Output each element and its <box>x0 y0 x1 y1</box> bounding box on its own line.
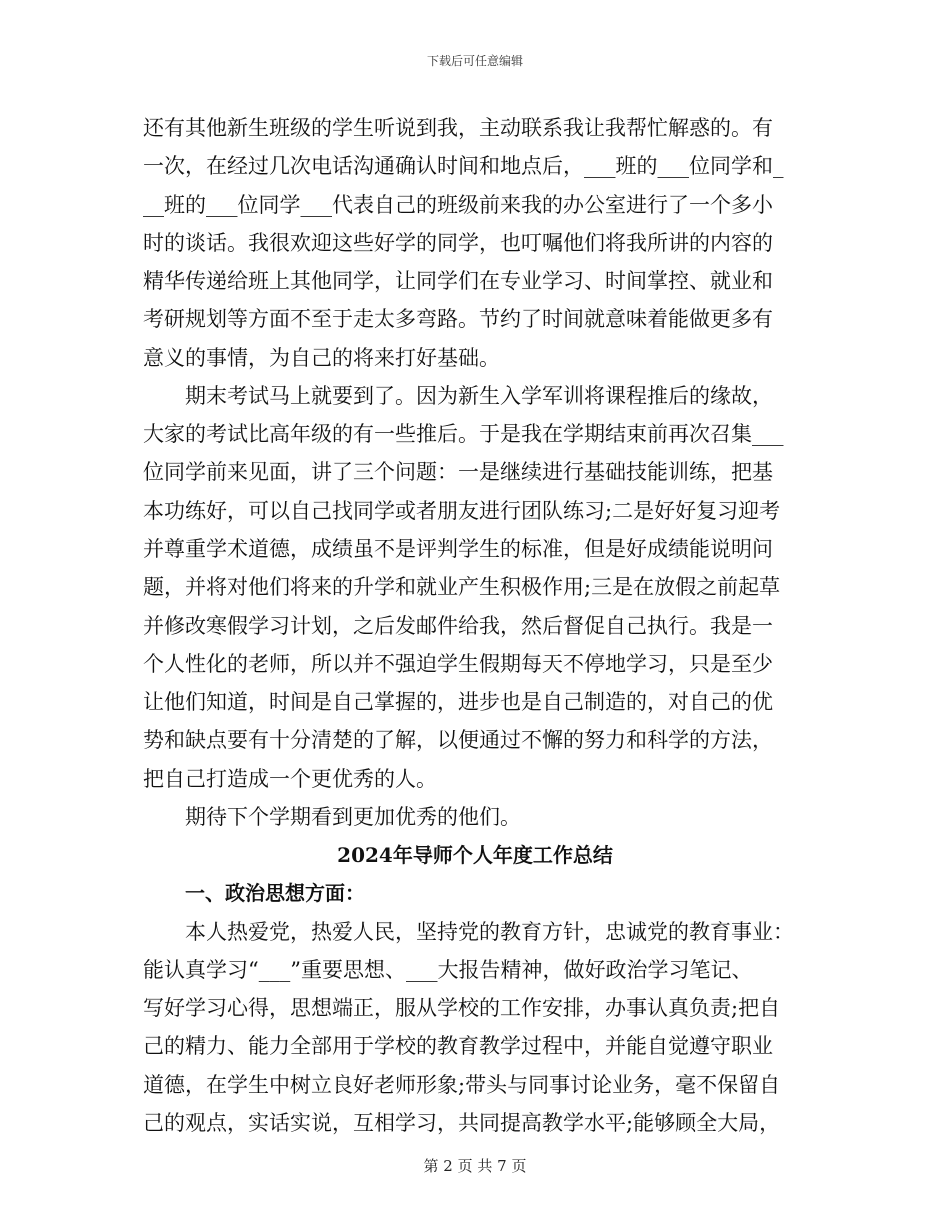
document-title: 2024年导师个人年度工作总结 <box>337 843 613 867</box>
text-line: 写好学习心得，思想端正，服从学校的工作安排，办事认真负责;把自 <box>143 996 781 1020</box>
text-line: 道德，在学生中树立良好老师形象;带头与同事讨论业务，毫不保留自 <box>143 1073 781 1097</box>
text-line: 把自己打造成一个更优秀的人。 <box>143 767 437 791</box>
text-line: 精华传递给班上其他同学，让同学们在专业学习、时间掌控、就业和 <box>143 269 773 293</box>
text-line: 一次，在经过几次电话沟通确认时间和地点后，___班的___位同学和_ <box>143 154 784 178</box>
text-line: 考研规划等方面不至于走太多弯路。节约了时间就意味着能做更多有 <box>143 307 773 331</box>
text-line: 时的谈话。我很欢迎这些好学的同学，也叮嘱他们将我所讲的内容的 <box>143 231 773 255</box>
text-line: 期待下个学期看到更加优秀的他们。 <box>185 805 521 829</box>
text-line: 己的精力、能力全部用于学校的教育教学过程中，并能自觉遵守职业 <box>143 1034 773 1058</box>
text-line: 意义的事情，为自己的将来打好基础。 <box>143 346 500 370</box>
text-line: 大家的考试比高年级的有一些推后。于是我在学期结束前再次召集___ <box>143 422 784 446</box>
text-line: __班的___位同学___代表自己的班级前来我的办公室进行了一个多小 <box>143 193 773 217</box>
section-heading: 一、政治思想方面： <box>185 881 365 905</box>
text-line: 本人热爱党，热爱人民，坚持党的教育方针，忠诚党的教育事业： <box>185 920 794 944</box>
page-footer: 第 2 页 共 7 页 <box>423 1157 527 1175</box>
text-line: 个人性化的老师，所以并不强迫学生假期每天不停地学习，只是至少 <box>143 652 773 676</box>
text-line: 还有其他新生班级的学生听说到我，主动联系我让我帮忙解惑的。有 <box>143 116 773 140</box>
page-header: 下载后可任意编辑 <box>426 54 523 68</box>
text-line: 题，并将对他们将来的升学和就业产生积极作用;三是在放假之前起草 <box>143 575 781 599</box>
text-line: 位同学前来见面，讲了三个问题：一是继续进行基础技能训练，把基 <box>143 460 773 484</box>
text-line: 本功练好，可以自己找同学或者朋友进行团队练习;二是好好复习迎考 <box>143 499 781 523</box>
text-line: 让他们知道，时间是自己掌握的，进步也是自己制造的，对自己的优 <box>143 690 773 714</box>
text-line: 势和缺点要有十分清楚的了解，以便通过不懈的努力和科学的方法， <box>143 728 773 752</box>
text-line: 并修改寒假学习计划，之后发邮件给我，然后督促自己执行。我是一 <box>143 614 773 638</box>
text-line: 能认真学习“___”重要思想、___大报告精神，做好政治学习笔记、 <box>143 958 753 982</box>
text-line: 己的观点，实话实说，互相学习，共同提高教学水平;能够顾全大局， <box>143 1111 781 1135</box>
text-line: 期末考试马上就要到了。因为新生入学军训将课程推后的缘故， <box>185 384 773 408</box>
text-line: 并尊重学术道德，成绩虽不是评判学生的标准，但是好成绩能说明问 <box>143 537 773 561</box>
